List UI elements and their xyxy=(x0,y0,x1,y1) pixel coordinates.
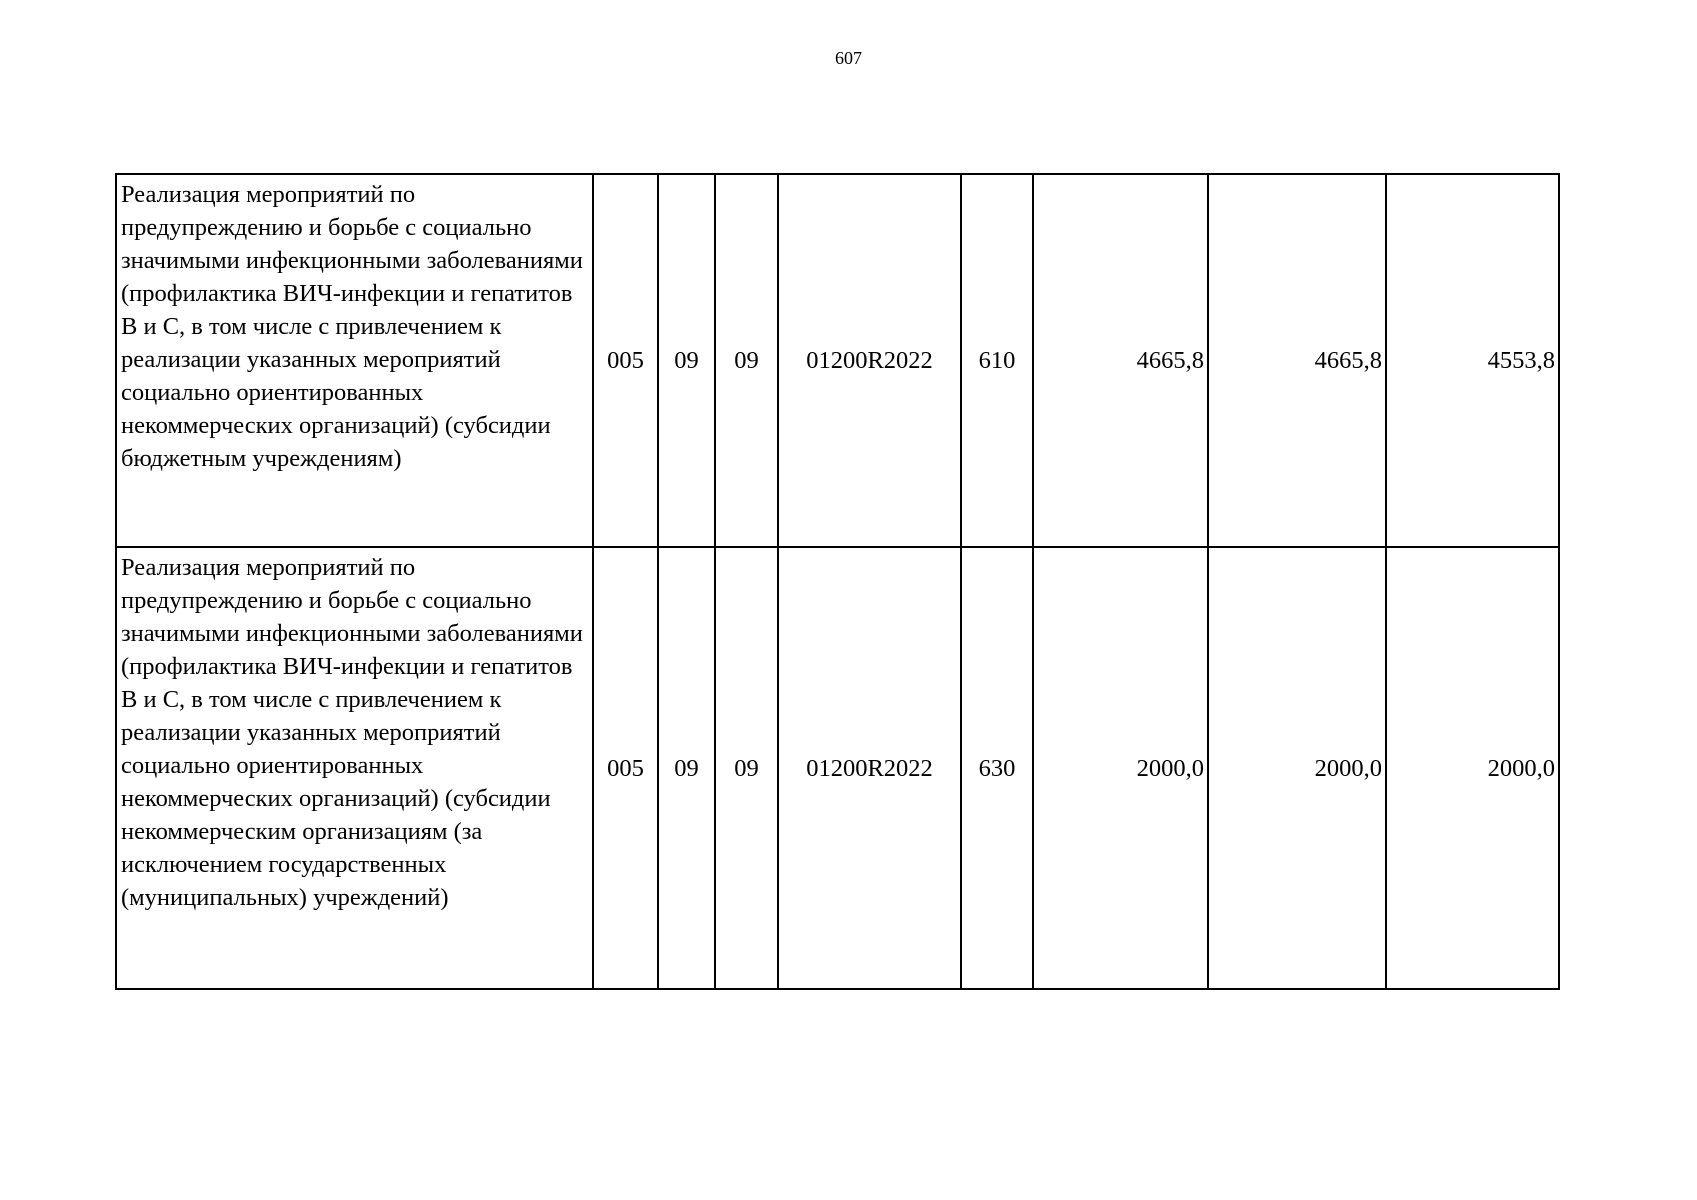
expense-type-code: 610 xyxy=(961,174,1033,547)
amount-1: 2000,0 xyxy=(1033,547,1208,989)
amount-2: 4665,8 xyxy=(1208,174,1386,547)
amount-1: 4665,8 xyxy=(1033,174,1208,547)
subsection-code: 09 xyxy=(715,547,778,989)
amount-3: 4553,8 xyxy=(1386,174,1559,547)
row-description: Реализация мероприятий по предупреждению и борьбе с социально значимыми инфекционными заболеваниями (профилактика ВИЧ-инфекции и гепатитов В и С, в том числе с привлечением к реализации указанных мероприятий социально ориентированных некоммерческих организаций) (субсидии некоммерческим организациям (за исключением государственных (муниципальных) учреждений) xyxy=(116,547,593,989)
target-article-code: 01200R2022 xyxy=(778,174,961,547)
table-row xyxy=(116,547,1559,989)
row-description: Реализация мероприятий по предупреждению и борьбе с социально значимыми инфекционными заболеваниями (профилактика ВИЧ-инфекции и гепатитов В и С, в том числе с привлечением к реализации указанных мероприятий социально ориентированных некоммерческих организаций) (субсидии бюджетным учреждениям) xyxy=(116,174,593,547)
section-code: 09 xyxy=(658,174,715,547)
ministry-code: 005 xyxy=(593,174,658,547)
subsection-code: 09 xyxy=(715,174,778,547)
budget-table xyxy=(115,173,1560,990)
amount-3: 2000,0 xyxy=(1386,547,1559,989)
table-row xyxy=(116,174,1559,547)
page-number: 607 xyxy=(835,48,862,68)
section-code: 09 xyxy=(658,547,715,989)
ministry-code: 005 xyxy=(593,547,658,989)
target-article-code: 01200R2022 xyxy=(778,547,961,989)
expense-type-code: 630 xyxy=(961,547,1033,989)
amount-2: 2000,0 xyxy=(1208,547,1386,989)
